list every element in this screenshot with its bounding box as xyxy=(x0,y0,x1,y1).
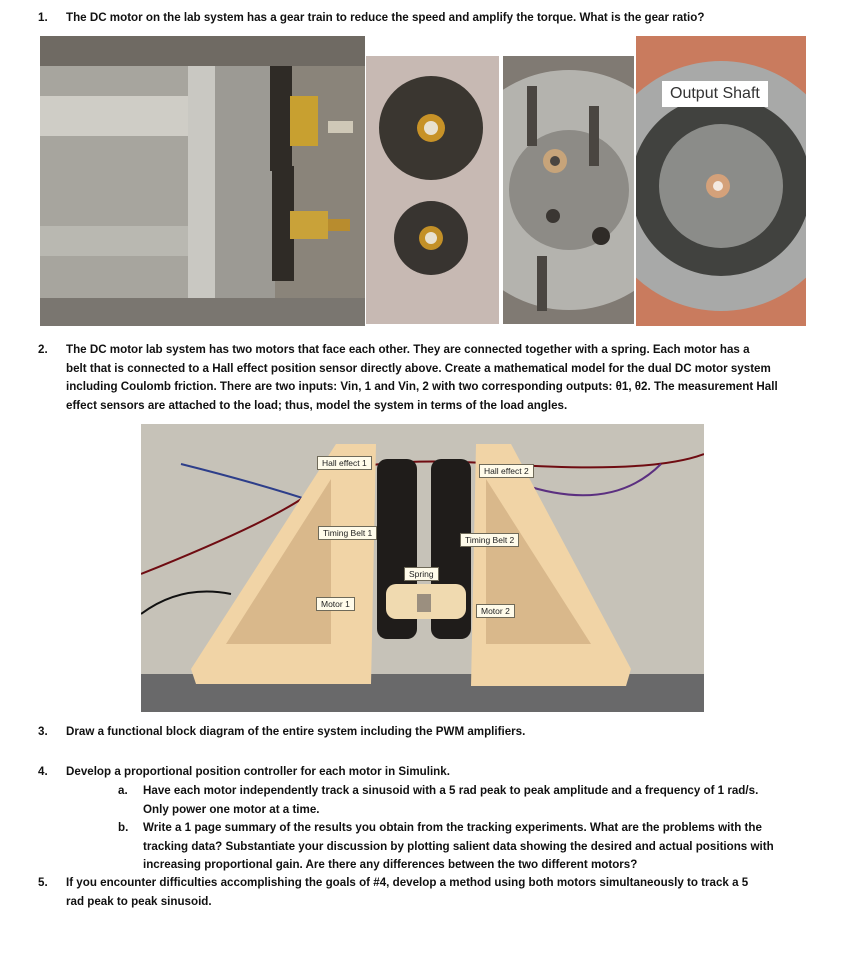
question-4b-label: b. xyxy=(118,821,129,834)
question-3 xyxy=(38,723,818,743)
output-shaft-label: Output Shaft xyxy=(662,81,768,107)
motor-1-label: Motor 1 xyxy=(316,597,355,611)
question-3-text: Draw a functional block diagram of the entire system including the PWM amplifiers. xyxy=(66,725,526,738)
spring-label: Spring xyxy=(404,567,439,581)
question-5-number: 5. xyxy=(38,876,48,889)
question-4 xyxy=(38,763,818,783)
hall-effect-1-label: Hall effect 1 xyxy=(317,456,372,470)
question-2-line-4: effect sensors are attached to the load; thus, model the system in terms of the load angles. xyxy=(66,398,568,412)
question-4-text: Develop a proportional position controller for each motor in Simulink. xyxy=(66,765,450,778)
question-5-line-2: rad peak to peak sinusoid. xyxy=(66,894,212,908)
question-4a-line-2: Only power one motor at a time. xyxy=(143,802,320,816)
question-4-number: 4. xyxy=(38,765,48,778)
question-2-line-2: belt that is connected to a Hall effect position sensor directly above. Create a mathematical model for the dual DC motor system xyxy=(66,361,771,375)
question-5 xyxy=(38,874,818,912)
question-3-number: 3. xyxy=(38,725,48,738)
question-2-line-3: including Coulomb friction. There are two inputs: Vin, 1 and Vin, 2 with two corresponding outputs: θ1, θ2. The measurement Hall xyxy=(66,380,778,393)
question-4b-line-3: increasing proportional gain. Are there any differences between the two different motors? xyxy=(143,858,638,871)
question-2 xyxy=(38,341,818,416)
question-4a xyxy=(118,782,818,820)
timing-belt-1-label: Timing Belt 1 xyxy=(318,526,377,540)
question-4a-line-1: Have each motor independently track a sinusoid with a 5 rad peak to peak amplitude and a frequency of 1 rad/s. xyxy=(143,784,759,797)
question-2-number: 2. xyxy=(38,343,48,356)
question-2-line-1: The DC motor lab system has two motors that face each other. They are connected together with a spring. Each motor has a xyxy=(66,343,750,356)
output-shaft-photo xyxy=(636,36,806,326)
motor-2-label: Motor 2 xyxy=(476,604,515,618)
question-5-line-1: If you encounter difficulties accomplishing the goals of #4, develop a method using both motors simultaneously to track a 5 xyxy=(66,876,749,889)
motor-gear-train-photo xyxy=(40,36,365,326)
gears-photo xyxy=(366,56,499,324)
question-4b xyxy=(118,819,818,875)
question-1-text: The DC motor on the lab system has a gear train to reduce the speed and amplify the torque. What is the gear ratio? xyxy=(66,11,705,24)
question-4b-line-1: Write a 1 page summary of the results you obtain from the tracking experiments. What are the problems with the xyxy=(143,821,762,834)
question-1-number: 1. xyxy=(38,11,48,24)
question-4b-line-2: tracking data? Substantiate your discussion by plotting salient data showing the desired and actual positions with xyxy=(143,839,774,853)
gearbox-housing-photo xyxy=(503,56,634,324)
question-4a-label: a. xyxy=(118,784,128,797)
timing-belt-2-label: Timing Belt 2 xyxy=(460,533,519,547)
hall-effect-2-label: Hall effect 2 xyxy=(479,464,534,478)
question-1 xyxy=(38,9,818,29)
